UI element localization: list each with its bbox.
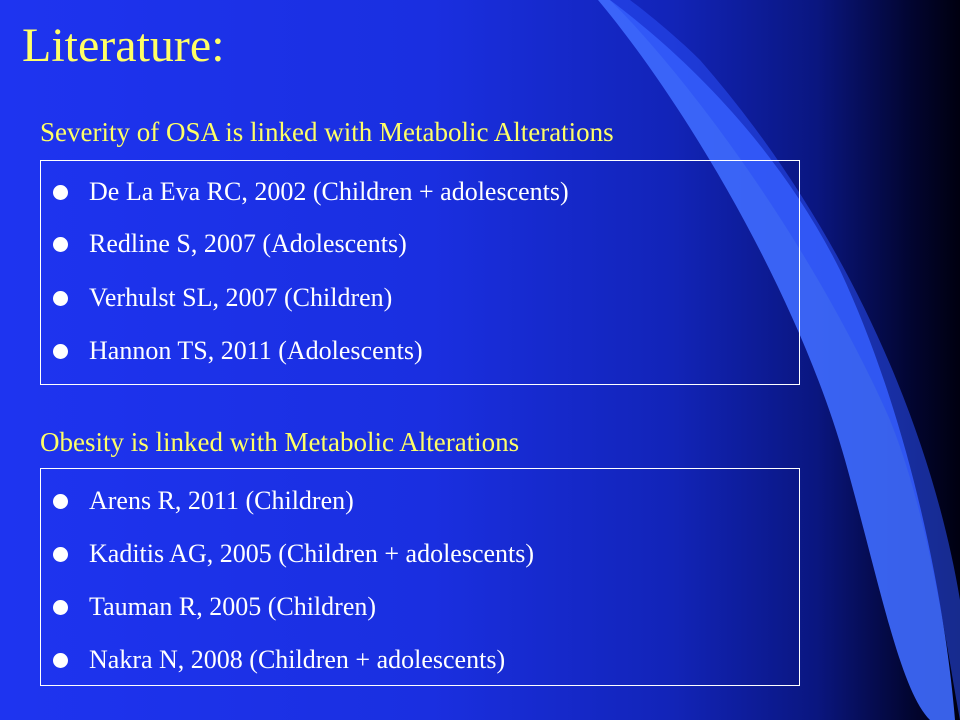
bullet-icon: [53, 600, 68, 615]
list-item: [53, 488, 354, 514]
reference-list-osa: [40, 160, 800, 385]
list-item-text: Verhulst SL, 2007 (Children): [89, 283, 393, 312]
bullet-icon: [53, 344, 68, 359]
list-item: [53, 338, 423, 364]
list-item: [53, 594, 376, 620]
section-heading-osa: Severity of OSA is linked with Metabolic Alterations: [40, 117, 614, 147]
list-item: [53, 285, 392, 311]
list-item: [53, 647, 505, 673]
list-item-text: De La Eva RC, 2002 (Children + adolescents): [89, 177, 569, 206]
slide-title: Literature:: [22, 19, 225, 72]
list-item-text: Redline S, 2007 (Adolescents): [89, 229, 407, 258]
bullet-icon: [53, 653, 68, 668]
list-item: [53, 231, 407, 257]
bullet-icon: [53, 494, 68, 509]
section-heading-obesity: Obesity is linked with Metabolic Alterations: [40, 427, 520, 457]
list-item-text: Kaditis AG, 2005 (Children + adolescents): [89, 539, 535, 568]
bullet-icon: [53, 185, 68, 200]
bullet-icon: [53, 291, 68, 306]
bullet-icon: [53, 547, 68, 562]
list-item-text: Arens R, 2011 (Children): [89, 486, 354, 515]
list-item: [53, 541, 534, 567]
list-item-text: Tauman R, 2005 (Children): [89, 592, 377, 621]
list-item-text: Hannon TS, 2011 (Adolescents): [89, 336, 423, 365]
bullet-icon: [53, 237, 68, 252]
list-item-text: Nakra N, 2008 (Children + adolescents): [89, 645, 506, 674]
list-item: [53, 179, 569, 205]
reference-list-obesity: [40, 468, 800, 686]
